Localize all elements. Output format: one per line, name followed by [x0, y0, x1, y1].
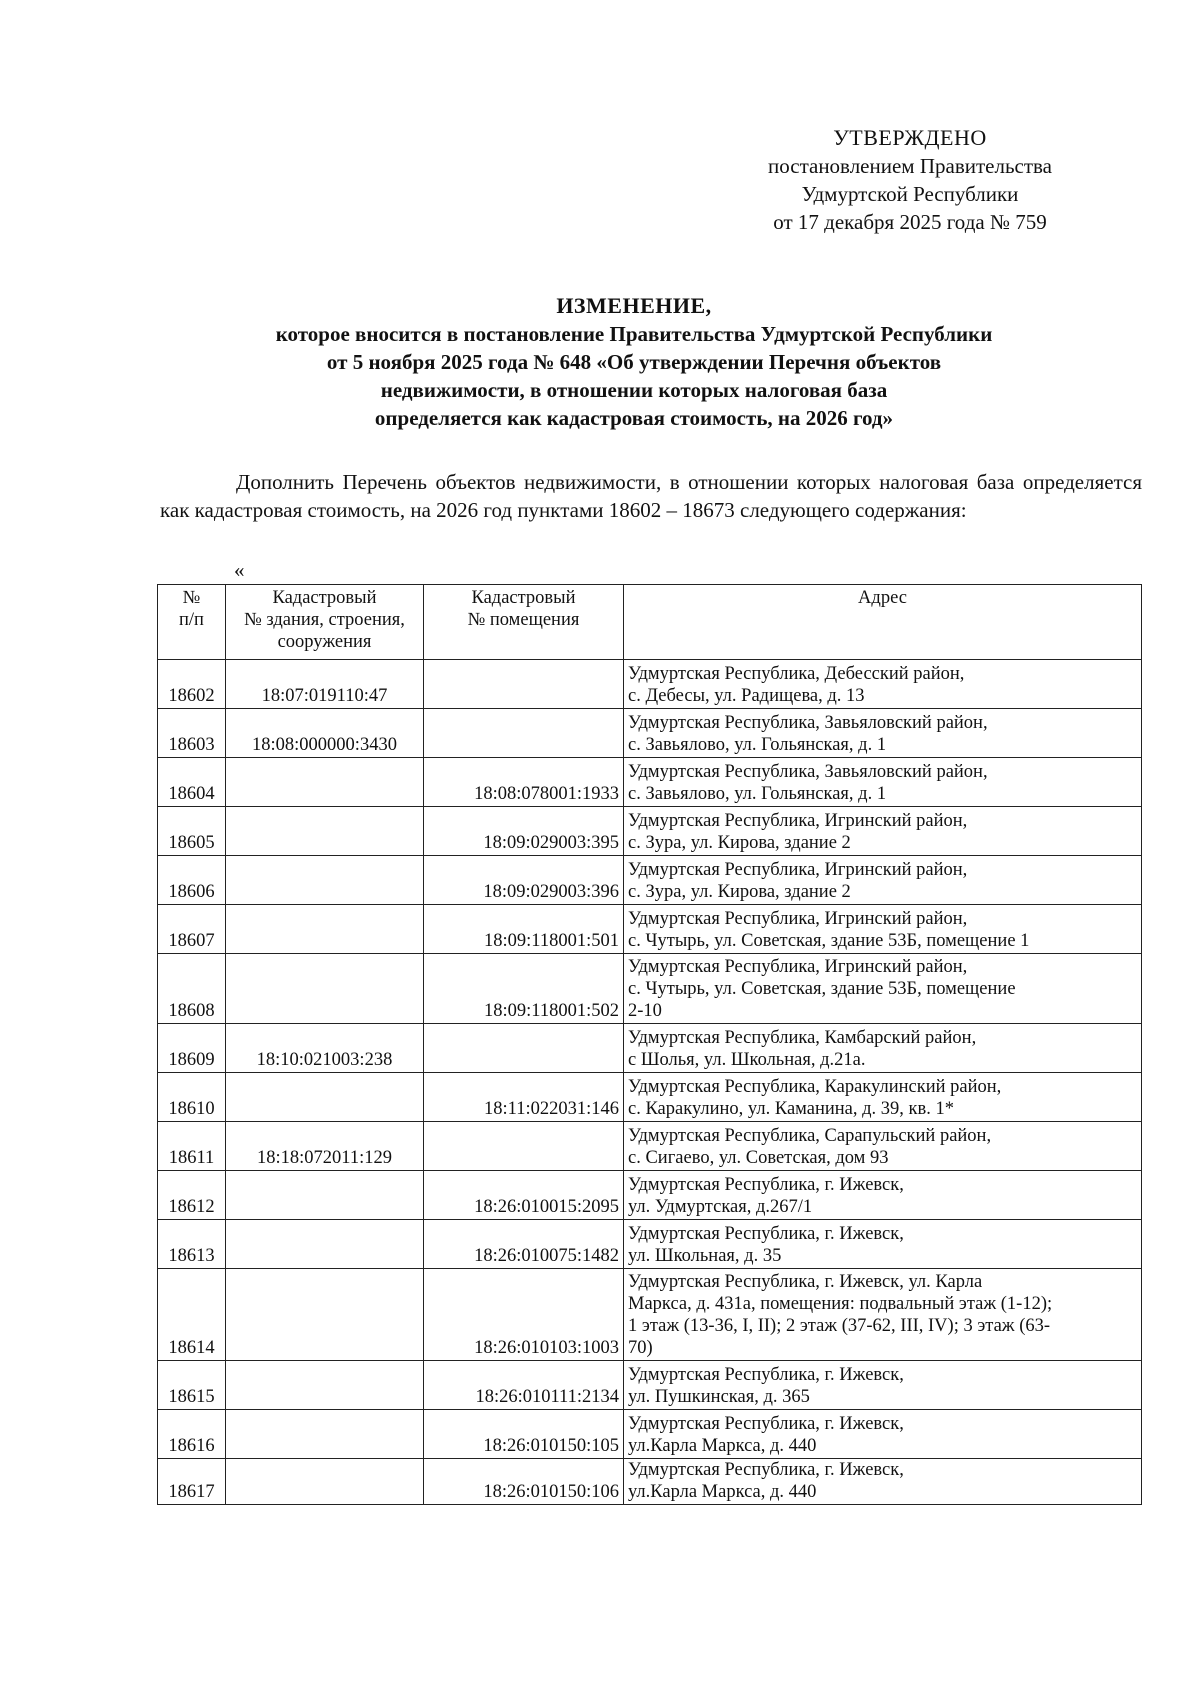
building-cadastral-number — [226, 807, 424, 856]
address-line: Удмуртская Республика, Игринский район, — [628, 811, 968, 831]
row-number: 18603 — [158, 709, 226, 758]
address-cell — [624, 807, 1142, 856]
address-line: с. Завьялово, ул. Гольянская, д. 1 — [628, 735, 887, 755]
heading-line: недвижимости, в отношении которых налоговая база — [380, 378, 888, 402]
premises-cadastral-number — [424, 1024, 624, 1073]
address-cell — [624, 1171, 1142, 1220]
address-cell — [624, 954, 1142, 1024]
address-line: Удмуртская Республика, г. Ижевск, — [628, 1414, 904, 1434]
table-row — [158, 1122, 1142, 1171]
row-number: 18612 — [158, 1171, 226, 1220]
premises-cadastral-number: 18:08:078001:1933 — [424, 758, 624, 807]
address-cell — [624, 1361, 1142, 1410]
approval-line: Удмуртской Республики — [801, 182, 1019, 206]
address-cell — [624, 660, 1142, 709]
row-number: 18613 — [158, 1220, 226, 1269]
approval-date-line: от 17 декабря 2025 года № 759 — [773, 210, 1047, 234]
table-row — [158, 1459, 1142, 1505]
table-row — [158, 660, 1142, 709]
building-cadastral-number: 18:08:000000:3430 — [226, 709, 424, 758]
building-cadastral-number — [226, 1410, 424, 1459]
premises-cadastral-number: 18:26:010103:1003 — [424, 1269, 624, 1361]
row-number: 18610 — [158, 1073, 226, 1122]
building-cadastral-number — [226, 758, 424, 807]
table-row — [158, 807, 1142, 856]
address-line: Удмуртская Республика, г. Ижевск, — [628, 1460, 904, 1480]
building-cadastral-number — [226, 1171, 424, 1220]
heading-line: которое вносится в постановление Правительства Удмуртской Республики — [275, 322, 993, 346]
address-cell — [624, 709, 1142, 758]
address-line: с. Завьялово, ул. Гольянская, д. 1 — [628, 784, 887, 804]
address-line: Удмуртская Республика, Игринский район, — [628, 957, 968, 977]
building-cadastral-number — [226, 1459, 424, 1505]
premises-cadastral-number: 18:26:010150:106 — [424, 1459, 624, 1505]
address-line: 1 этаж (13-36, I, II); 2 этаж (37-62, III, IV); 3 этаж (63- — [628, 1316, 1051, 1336]
address-line: 70) — [628, 1338, 653, 1358]
table-row — [158, 856, 1142, 905]
table-header-row — [158, 585, 1142, 660]
address-cell — [624, 856, 1142, 905]
header-address: Адрес — [624, 585, 1142, 660]
premises-cadastral-number — [424, 660, 624, 709]
approval-line: постановлением Правительства — [767, 154, 1052, 178]
address-line: Удмуртская Республика, г. Ижевск, — [628, 1365, 904, 1385]
address-line: ул.Карла Маркса, д. 440 — [628, 1482, 817, 1502]
building-cadastral-number: 18:18:072011:129 — [226, 1122, 424, 1171]
address-line: ул. Школьная, д. 35 — [628, 1246, 782, 1266]
premises-cadastral-number: 18:11:022031:146 — [424, 1073, 624, 1122]
address-line: Удмуртская Республика, Игринский район, — [628, 909, 968, 929]
row-number: 18606 — [158, 856, 226, 905]
address-cell — [624, 758, 1142, 807]
address-line: Удмуртская Республика, Сарапульский район, — [628, 1126, 992, 1146]
row-number: 18611 — [158, 1122, 226, 1171]
address-line: ул.Карла Маркса, д. 440 — [628, 1436, 817, 1456]
document-heading — [150, 292, 1118, 432]
address-line: ул. Удмуртская, д.267/1 — [628, 1197, 813, 1217]
address-line: ул. Пушкинская, д. 365 — [628, 1387, 810, 1407]
table-row — [158, 1361, 1142, 1410]
table-row — [158, 709, 1142, 758]
premises-cadastral-number: 18:26:010150:105 — [424, 1410, 624, 1459]
table-row — [158, 954, 1142, 1024]
address-line: с. Сигаево, ул. Советская, дом 93 — [628, 1148, 889, 1168]
address-line: Удмуртская Республика, Дебесский район, — [628, 664, 965, 684]
building-cadastral-number: 18:10:021003:238 — [226, 1024, 424, 1073]
row-number: 18615 — [158, 1361, 226, 1410]
address-line: с. Каракулино, ул. Каманина, д. 39, кв. 1* — [628, 1099, 954, 1119]
address-line: с Шолья, ул. Школьная, д.21а. — [628, 1050, 866, 1070]
building-cadastral-number — [226, 954, 424, 1024]
address-cell — [624, 905, 1142, 954]
address-line: Удмуртская Республика, Игринский район, — [628, 860, 968, 880]
premises-cadastral-number: 18:26:010111:2134 — [424, 1361, 624, 1410]
table-row — [158, 1220, 1142, 1269]
building-cadastral-number — [226, 905, 424, 954]
premises-cadastral-number: 18:09:029003:396 — [424, 856, 624, 905]
premises-cadastral-number: 18:09:029003:395 — [424, 807, 624, 856]
table-row — [158, 1171, 1142, 1220]
heading-line: определяется как кадастровая стоимость, на 2026 год» — [374, 406, 894, 430]
header-premises: Кадастровый № помещения — [424, 585, 624, 660]
address-line: с. Зура, ул. Кирова, здание 2 — [628, 882, 851, 902]
header-num: № п/п — [158, 585, 226, 660]
address-line: Удмуртская Республика, г. Ижевск, — [628, 1175, 904, 1195]
row-number: 18616 — [158, 1410, 226, 1459]
address-line: Удмуртская Республика, Камбарский район, — [628, 1028, 977, 1048]
row-number: 18607 — [158, 905, 226, 954]
table-row — [158, 1410, 1142, 1459]
building-cadastral-number — [226, 1269, 424, 1361]
address-line: с. Чутырь, ул. Советская, здание 53Б, помещение — [628, 979, 1016, 999]
premises-cadastral-number — [424, 1122, 624, 1171]
address-line: с. Зура, ул. Кирова, здание 2 — [628, 833, 851, 853]
building-cadastral-number: 18:07:019110:47 — [226, 660, 424, 709]
opening-quote-mark: « — [234, 558, 245, 582]
row-number: 18617 — [158, 1459, 226, 1505]
row-number: 18609 — [158, 1024, 226, 1073]
address-cell — [624, 1459, 1142, 1505]
table-row — [158, 1024, 1142, 1073]
address-line: с. Дебесы, ул. Радищева, д. 13 — [628, 686, 865, 706]
row-number: 18605 — [158, 807, 226, 856]
property-table — [157, 584, 1142, 1505]
building-cadastral-number — [226, 1361, 424, 1410]
address-line: Удмуртская Республика, Завьяловский район, — [628, 713, 988, 733]
building-cadastral-number — [226, 856, 424, 905]
address-cell — [624, 1073, 1142, 1122]
row-number: 18604 — [158, 758, 226, 807]
address-line: Маркса, д. 431а, помещения: подвальный этаж (1-12); — [628, 1294, 1053, 1314]
address-cell — [624, 1122, 1142, 1171]
address-cell — [624, 1410, 1142, 1459]
premises-cadastral-number: 18:09:118001:502 — [424, 954, 624, 1024]
table-row — [158, 1269, 1142, 1361]
document-title: ИЗМЕНЕНИЕ, — [556, 293, 712, 318]
address-cell — [624, 1024, 1142, 1073]
premises-cadastral-number: 18:26:010015:2095 — [424, 1171, 624, 1220]
address-line: Удмуртская Республика, г. Ижевск, ул. Карла — [628, 1272, 983, 1292]
table-row — [158, 758, 1142, 807]
row-number: 18602 — [158, 660, 226, 709]
address-line: Удмуртская Республика, Завьяловский район, — [628, 762, 988, 782]
premises-cadastral-number — [424, 709, 624, 758]
address-line: Удмуртская Республика, Каракулинский район, — [628, 1077, 1002, 1097]
row-number: 18608 — [158, 954, 226, 1024]
header-building: Кадастровый № здания, строения, сооружения — [226, 585, 424, 660]
premises-cadastral-number: 18:09:118001:501 — [424, 905, 624, 954]
address-line: 2-10 — [628, 1001, 662, 1021]
premises-cadastral-number: 18:26:010075:1482 — [424, 1220, 624, 1269]
table-row — [158, 905, 1142, 954]
address-line: Удмуртская Республика, г. Ижевск, — [628, 1224, 904, 1244]
approval-title: УТВЕРЖДЕНО — [833, 125, 987, 150]
heading-line: от 5 ноября 2025 года № 648 «Об утверждении Перечня объектов — [326, 350, 942, 374]
approval-stamp — [740, 124, 1080, 236]
address-cell — [624, 1220, 1142, 1269]
table-row — [158, 1073, 1142, 1122]
building-cadastral-number — [226, 1220, 424, 1269]
address-cell — [624, 1269, 1142, 1361]
row-number: 18614 — [158, 1269, 226, 1361]
address-line: с. Чутырь, ул. Советская, здание 53Б, помещение 1 — [628, 931, 1030, 951]
table-body — [158, 660, 1142, 1505]
intro-paragraph: Дополнить Перечень объектов недвижимости, в отношении которых налоговая база определяется как кадастровая стоимость, на 2026 год пунктами 18602 – 18673 следующего содержания: — [160, 470, 1142, 522]
building-cadastral-number — [226, 1073, 424, 1122]
